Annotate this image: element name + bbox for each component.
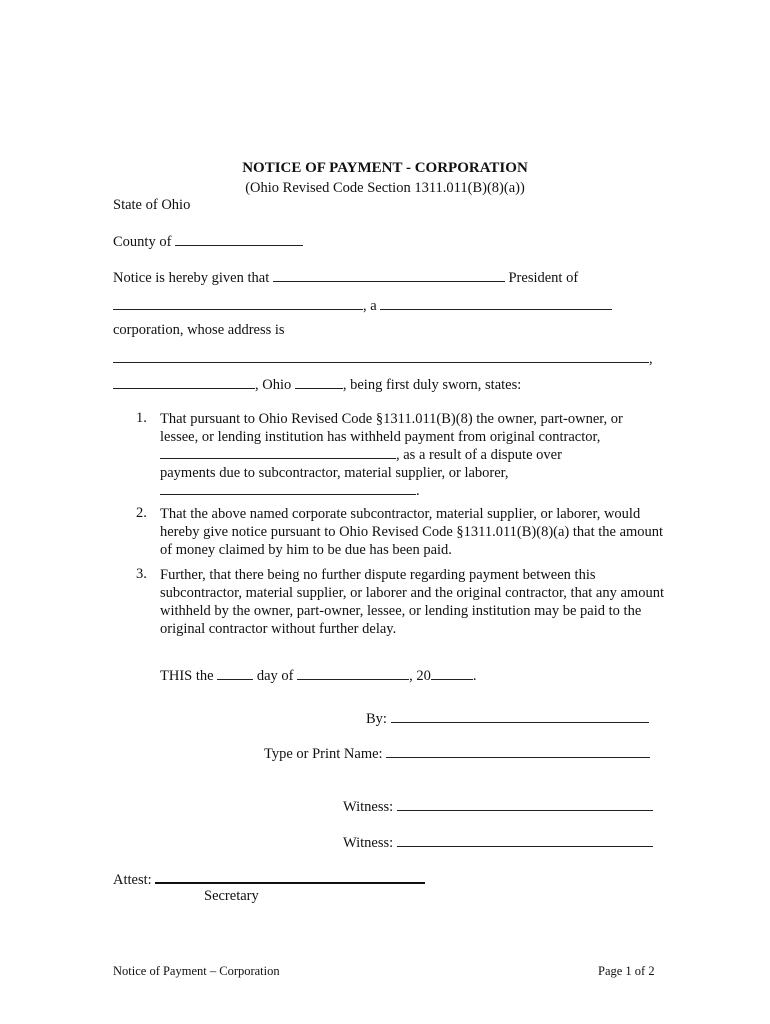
subcontractor-field[interactable] bbox=[160, 482, 416, 495]
original-contractor-field[interactable] bbox=[160, 446, 396, 459]
item-text bbox=[160, 410, 670, 500]
item-line: payments due to subcontractor, material supplier, or laborer, bbox=[160, 465, 509, 481]
attest-row bbox=[113, 870, 425, 889]
state-label: State of Ohio bbox=[113, 197, 191, 213]
item-number: 3. bbox=[136, 566, 147, 582]
witness-label: Witness: bbox=[343, 799, 394, 815]
a-label: , a bbox=[363, 298, 377, 314]
item-line: That pursuant to Ohio Revised Code §1311.011(B)(8) the owner, part-owner, or bbox=[160, 411, 623, 427]
address-row bbox=[113, 350, 653, 368]
by-row bbox=[366, 710, 649, 728]
notice-label: Notice is hereby given that bbox=[113, 270, 270, 286]
attest-field[interactable] bbox=[155, 870, 425, 884]
witness-row-2 bbox=[343, 834, 653, 852]
witness-2-field[interactable] bbox=[397, 834, 653, 847]
item-text: Further, that there being no further dispute regarding payment between this subcontractor, material supplier, or laborer and the original contractor, that any amount withheld by the owner, part-owner, lessee, or lending institution may be paid to the original contractor without further delay. bbox=[160, 567, 664, 637]
address-field[interactable] bbox=[113, 350, 649, 363]
footer-title: Notice of Payment – Corporation bbox=[113, 964, 280, 978]
by-label: By: bbox=[366, 711, 387, 727]
item-line-end: . bbox=[416, 483, 420, 499]
ohio-label: , Ohio bbox=[255, 377, 292, 393]
item-number: 2. bbox=[136, 505, 147, 521]
document-subtitle: (Ohio Revised Code Section 1311.011(B)(8)(a)) bbox=[245, 180, 525, 196]
item-number: 1. bbox=[136, 410, 147, 426]
print-name-label: Type or Print Name: bbox=[264, 746, 383, 762]
city-row bbox=[113, 376, 521, 394]
president-name-field[interactable] bbox=[273, 269, 505, 282]
witness-label: Witness: bbox=[343, 835, 394, 851]
county-field[interactable] bbox=[175, 233, 303, 246]
county-row bbox=[113, 233, 303, 251]
year-field[interactable] bbox=[431, 667, 473, 680]
corporation-name-field[interactable] bbox=[113, 297, 363, 310]
print-name-field[interactable] bbox=[386, 745, 650, 758]
page-number: Page 1 of 2 bbox=[598, 964, 655, 978]
day-field[interactable] bbox=[217, 667, 253, 680]
item-text: That the above named corporate subcontractor, material supplier, or laborer, would hereby give notice pursuant to Ohio Revised Code §1311.011(B)(8)(a) that the amount of money claimed by him to be due has been paid. bbox=[160, 506, 664, 558]
witness-1-field[interactable] bbox=[397, 798, 653, 811]
city-field[interactable] bbox=[113, 376, 255, 389]
day-of-label: day of bbox=[256, 668, 294, 684]
county-label: County of bbox=[113, 234, 172, 250]
contractor-row bbox=[160, 446, 670, 464]
item-line: , as a result of a dispute over bbox=[396, 447, 562, 463]
this-label: THIS the bbox=[160, 668, 214, 684]
year-prefix: , 20 bbox=[409, 668, 431, 684]
state-of-incorporation-field[interactable] bbox=[380, 297, 612, 310]
notice-row bbox=[113, 269, 578, 287]
month-field[interactable] bbox=[297, 667, 409, 680]
signature-field[interactable] bbox=[391, 710, 649, 723]
secretary-label: Secretary bbox=[204, 888, 259, 904]
item-line: lessee, or lending institution has withheld payment from original contractor, bbox=[160, 429, 601, 445]
sworn-label: , being first duly sworn, states: bbox=[342, 377, 522, 393]
date-end: . bbox=[472, 668, 477, 684]
address-label: corporation, whose address is bbox=[113, 322, 285, 338]
attest-label: Attest: bbox=[113, 872, 152, 888]
subcontractor-row bbox=[160, 482, 670, 500]
president-of-label: President of bbox=[508, 270, 579, 286]
witness-row-1 bbox=[343, 798, 653, 816]
date-row bbox=[160, 667, 476, 685]
corporation-row bbox=[113, 297, 612, 315]
address-comma: , bbox=[649, 351, 653, 367]
zip-field[interactable] bbox=[295, 376, 343, 389]
print-name-row bbox=[264, 745, 650, 763]
document-title: NOTICE OF PAYMENT - CORPORATION bbox=[242, 160, 528, 176]
